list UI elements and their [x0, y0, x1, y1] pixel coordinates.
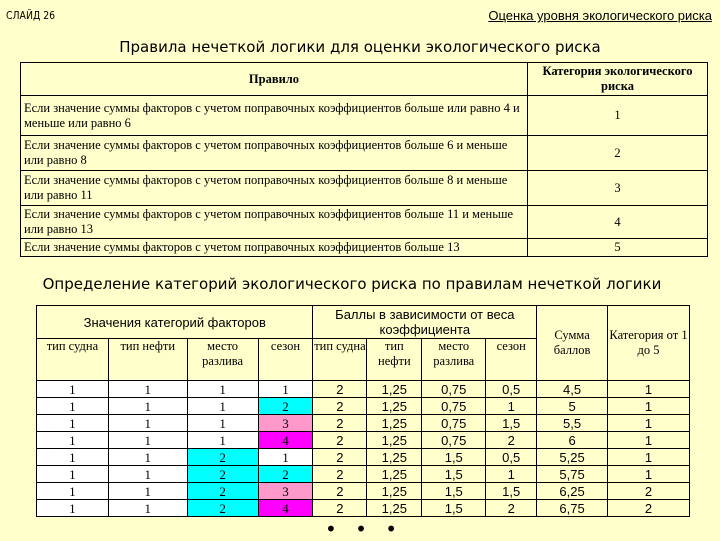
table-cell: 1 — [486, 466, 537, 483]
table-cell: 2 — [313, 466, 367, 483]
table-cell: 1 — [187, 415, 258, 432]
table-cell: 2 — [258, 398, 313, 415]
table-cell: 0,5 — [486, 381, 537, 398]
table-cell: 1 — [608, 449, 690, 466]
table-cell: 1 — [108, 432, 187, 449]
table-cell: 1,25 — [367, 381, 422, 398]
table-cell: 1,25 — [367, 432, 422, 449]
table-cell: 1,5 — [422, 500, 486, 517]
table-cell: 3 — [258, 483, 313, 500]
table-cell: 1 — [37, 381, 109, 398]
points-subheader: сезон — [486, 339, 537, 381]
table-row — [37, 500, 690, 517]
table-cell: 1,25 — [367, 398, 422, 415]
category-header: Категория от 1 до 5 — [608, 306, 690, 381]
table-cell: 5,5 — [537, 415, 608, 432]
table-cell: 1 — [37, 500, 109, 517]
factor-subheader: место разлива — [187, 339, 258, 381]
table-cell: 2 — [313, 381, 367, 398]
table-cell: 1,5 — [422, 483, 486, 500]
table-cell: 1 — [37, 449, 109, 466]
table-cell: 0,75 — [422, 432, 486, 449]
table-cell: 2 — [187, 483, 258, 500]
table-cell: 1,25 — [367, 449, 422, 466]
table-cell: 1,25 — [367, 500, 422, 517]
table-cell: 2 — [313, 449, 367, 466]
table-row — [37, 466, 690, 483]
table-cell: 5 — [537, 398, 608, 415]
table-cell: 4,5 — [537, 381, 608, 398]
table-cell: 1 — [258, 449, 313, 466]
table-cell: 6 — [537, 432, 608, 449]
table-cell: 1 — [37, 398, 109, 415]
factor-subheader: тип нефти — [108, 339, 187, 381]
points-subheader: тип судна — [313, 339, 367, 381]
table-cell: 1,25 — [367, 483, 422, 500]
rule-row — [21, 96, 708, 136]
table-cell: 1 — [37, 415, 109, 432]
table-cell: 1 — [108, 500, 187, 517]
rule-category: 5 — [528, 239, 708, 257]
table-cell: 2 — [486, 500, 537, 517]
rule-text: Если значение суммы факторов с учетом поправочных коэффициентов больше 13 — [21, 239, 528, 257]
col-rule-header: Правило — [21, 63, 528, 96]
table-cell: 1 — [108, 483, 187, 500]
sum-header: Сумма баллов — [537, 306, 608, 381]
table-cell: 6,25 — [537, 483, 608, 500]
rule-row — [21, 239, 708, 257]
rule-row — [21, 136, 708, 171]
table-cell: 1 — [108, 466, 187, 483]
table-cell: 1 — [486, 398, 537, 415]
table-cell: 1 — [37, 466, 109, 483]
rule-category: 2 — [528, 136, 708, 171]
table-cell: 5,25 — [537, 449, 608, 466]
rule-category: 4 — [528, 206, 708, 239]
table-row — [37, 432, 690, 449]
table-cell: 2 — [313, 432, 367, 449]
table-cell: 1,5 — [486, 483, 537, 500]
points-group-header: Баллы в зависимости от веса коэффициента — [313, 306, 537, 339]
table-cell: 1 — [187, 381, 258, 398]
table-cell: 1 — [187, 432, 258, 449]
table-cell: 5,75 — [537, 466, 608, 483]
table-row — [37, 415, 690, 432]
table-cell: 2 — [258, 466, 313, 483]
rule-category: 3 — [528, 171, 708, 206]
table-cell: 1 — [108, 381, 187, 398]
table-cell: 6,75 — [537, 500, 608, 517]
factor-subheader: тип судна — [37, 339, 109, 381]
rule-category: 1 — [528, 96, 708, 136]
table-cell: 1 — [608, 432, 690, 449]
table-cell: 1 — [258, 381, 313, 398]
table-cell: 4 — [258, 432, 313, 449]
table-cell: 1 — [187, 398, 258, 415]
table-cell: 2 — [608, 500, 690, 517]
table-cell: 1 — [108, 449, 187, 466]
table-cell: 2 — [313, 415, 367, 432]
rules-table-title: Правила нечеткой логики для оценки экологического риска — [119, 38, 601, 56]
table-cell: 2 — [313, 483, 367, 500]
table-cell: 1 — [608, 415, 690, 432]
table-cell: 1,5 — [486, 415, 537, 432]
table-cell: 2 — [187, 466, 258, 483]
table-cell: 1,25 — [367, 466, 422, 483]
table-cell: 1 — [37, 483, 109, 500]
factors-group-header: Значения категорий факторов — [37, 306, 313, 339]
points-subheader: тип нефти — [367, 339, 422, 381]
table-cell: 0,75 — [422, 381, 486, 398]
rules-table — [20, 62, 708, 257]
table-cell: 2 — [187, 449, 258, 466]
table-cell: 1,5 — [422, 466, 486, 483]
rule-row — [21, 171, 708, 206]
table-row — [37, 381, 690, 398]
table-cell: 1 — [608, 381, 690, 398]
table-cell: 2 — [313, 398, 367, 415]
slide-number: СЛАЙД 26 — [6, 9, 56, 22]
table-cell: 4 — [258, 500, 313, 517]
table-cell: 0,5 — [486, 449, 537, 466]
table-cell: 1 — [608, 466, 690, 483]
table-cell: 3 — [258, 415, 313, 432]
table-cell: 1 — [37, 432, 109, 449]
table-cell: 1 — [108, 415, 187, 432]
table-cell: 0,75 — [422, 398, 486, 415]
table-cell: 1 — [108, 398, 187, 415]
scores-table-title: Определение категорий экологического риска по правилам нечеткой логики — [42, 275, 662, 293]
rule-text: Если значение суммы факторов с учетом поправочных коэффициентов больше 11 и меньше или равно 13 — [21, 206, 528, 239]
rule-text: Если значение суммы факторов с учетом поправочных коэффициентов больше 6 и меньше или равно 8 — [21, 136, 528, 171]
topic-link[interactable]: Оценка уровня экологического риска — [488, 8, 712, 23]
table-cell: 2 — [187, 500, 258, 517]
factor-subheader: сезон — [258, 339, 313, 381]
rule-text: Если значение суммы факторов с учетом поправочных коэффициентов больше или равно 4 и меньше или равно 6 — [21, 96, 528, 136]
rule-row — [21, 206, 708, 239]
table-row — [37, 449, 690, 466]
table-cell: 1,25 — [367, 415, 422, 432]
points-subheader: место разлива — [422, 339, 486, 381]
scores-table — [36, 305, 690, 517]
table-row — [37, 483, 690, 500]
table-cell: 1,5 — [422, 449, 486, 466]
rule-text: Если значение суммы факторов с учетом поправочных коэффициентов больше 8 и меньше или равно 11 — [21, 171, 528, 206]
table-cell: 0,75 — [422, 415, 486, 432]
table-cell: 2 — [486, 432, 537, 449]
table-cell: 2 — [313, 500, 367, 517]
table-cell: 1 — [608, 398, 690, 415]
more-rows-ellipsis: • • • — [325, 517, 404, 541]
table-row — [37, 398, 690, 415]
table-cell: 2 — [608, 483, 690, 500]
col-category-header: Категория экологического риска — [528, 63, 708, 96]
